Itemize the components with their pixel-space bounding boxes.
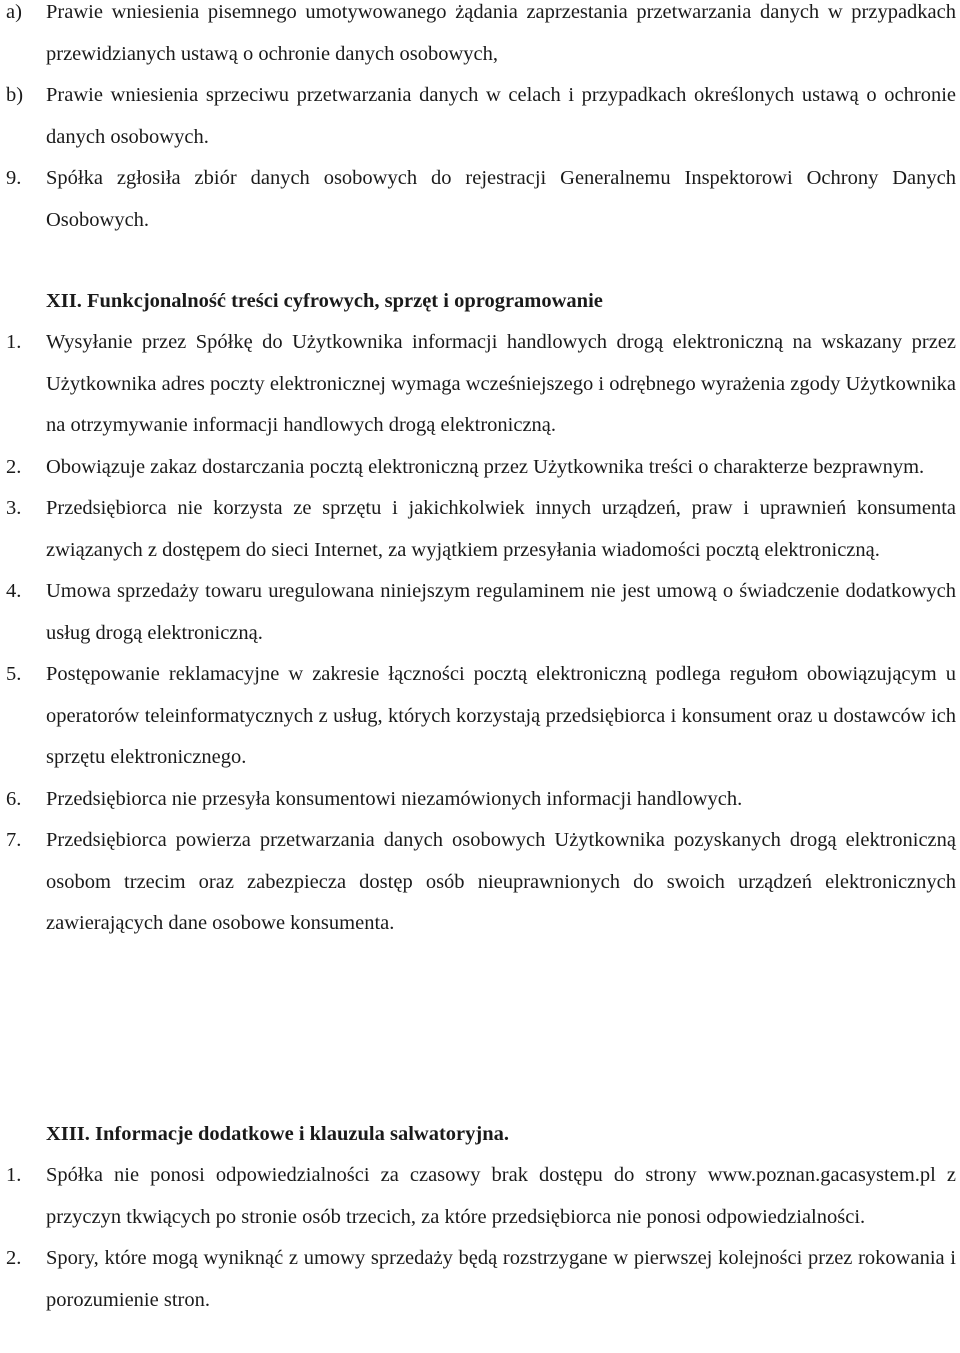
list-item-text: Prawie wniesienia pisemnego umotywowanego żądania zaprzestania przetwarzania danych w przypadkach przewidzianych ustawą o ochronie danych osobowych,: [46, 1, 956, 65]
list-item-text: Przedsiębiorca nie korzysta ze sprzętu i jakichkolwiek innych urządzeń, praw i uprawnień konsumenta związanych z dostępem do sieci Internet, za wyjątkiem przesyłania wiadomości pocztą elektroniczną.: [46, 497, 956, 561]
list-item: [0, 1238, 960, 1321]
list-item: [0, 820, 960, 945]
list-item-text: Spółka zgłosiła zbiór danych osobowych do rejestracji Generalnemu Inspektorowi Ochrony Danych Osobowych.: [46, 167, 956, 231]
top-list: [0, 0, 960, 241]
section-heading: XII. Funkcjonalność treści cyfrowych, sprzęt i oprogramowanie: [46, 290, 603, 312]
section-list: [0, 322, 960, 945]
list-item: [0, 158, 960, 241]
list-item-text: Przedsiębiorca powierza przetwarzania danych osobowych Użytkownika pozyskanych drogą elektroniczną osobom trzecim oraz zabezpiecza dostęp osób nieuprawnionych do swoich urządzeń elektronicznych zawierających dane osobowe konsumenta.: [46, 829, 956, 934]
list-marker: 9.: [6, 167, 22, 189]
list-item: [0, 654, 960, 779]
list-item-text: Umowa sprzedaży towaru uregulowana niniejszym regulaminem nie jest umową o świadczenie dodatkowych usług drogą elektroniczną.: [46, 580, 956, 644]
list-item: [0, 571, 960, 654]
list-item: [0, 322, 960, 447]
section-list: [0, 1155, 960, 1321]
section-heading: XIII. Informacje dodatkowe i klauzula salwatoryjna.: [46, 1123, 509, 1145]
list-item: [0, 779, 960, 821]
list-marker: b): [6, 84, 24, 106]
list-item: [0, 488, 960, 571]
list-marker: 7.: [6, 829, 22, 851]
list-marker: 1.: [6, 1164, 22, 1186]
list-item: [0, 447, 960, 489]
list-marker: a): [6, 1, 22, 23]
list-item: [0, 0, 960, 75]
list-marker: 2.: [6, 1247, 22, 1269]
list-item-text: Wysyłanie przez Spółkę do Użytkownika informacji handlowych drogą elektroniczną na wskazany przez Użytkownika adres poczty elektronicznej wymaga wcześniejszego i odrębnego wyrażenia zgody Użytkownika na otrzymywanie informacji handlowych drogą elektroniczną.: [46, 331, 956, 436]
list-marker: 2.: [6, 455, 22, 478]
list-item-text: Postępowanie reklamacyjne w zakresie łączności pocztą elektroniczną podlega regułom obowiązującym u operatorów teleinformatycznych z usług, których korzystają przedsiębiorca i konsument oraz u dostawców ich sprzętu elektronicznego.: [46, 663, 956, 768]
list-marker: 4.: [6, 580, 22, 602]
list-marker: 5.: [6, 663, 22, 685]
list-item-text: Spory, które mogą wyniknąć z umowy sprzedaży będą rozstrzygane w pierwszej kolejności przez rokowania i porozumienie stron.: [46, 1247, 956, 1311]
list-marker: 3.: [6, 497, 22, 519]
list-item-text: Obowiązuje zakaz dostarczania pocztą elektroniczną przez Użytkownika treści o charakterze bezprawnym.: [46, 455, 925, 478]
list-item-text: Przedsiębiorca nie przesyła konsumentowi niezamówionych informacji handlowych.: [46, 787, 743, 810]
list-marker: 1.: [6, 331, 22, 353]
list-item-text: Prawie wniesienia sprzeciwu przetwarzania danych w celach i przypadkach określonych ustawą o ochronie danych osobowych.: [46, 84, 956, 148]
list-marker: 6.: [6, 787, 22, 810]
list-item: [0, 75, 960, 158]
list-item-text: Spółka nie ponosi odpowiedzialności za czasowy brak dostępu do strony www.poznan.gacasystem.pl z przyczyn tkwiących po stronie osób trzecich, za które przedsiębiorca nie ponosi odpowiedzialności.: [46, 1164, 956, 1228]
list-item: [0, 1155, 960, 1238]
